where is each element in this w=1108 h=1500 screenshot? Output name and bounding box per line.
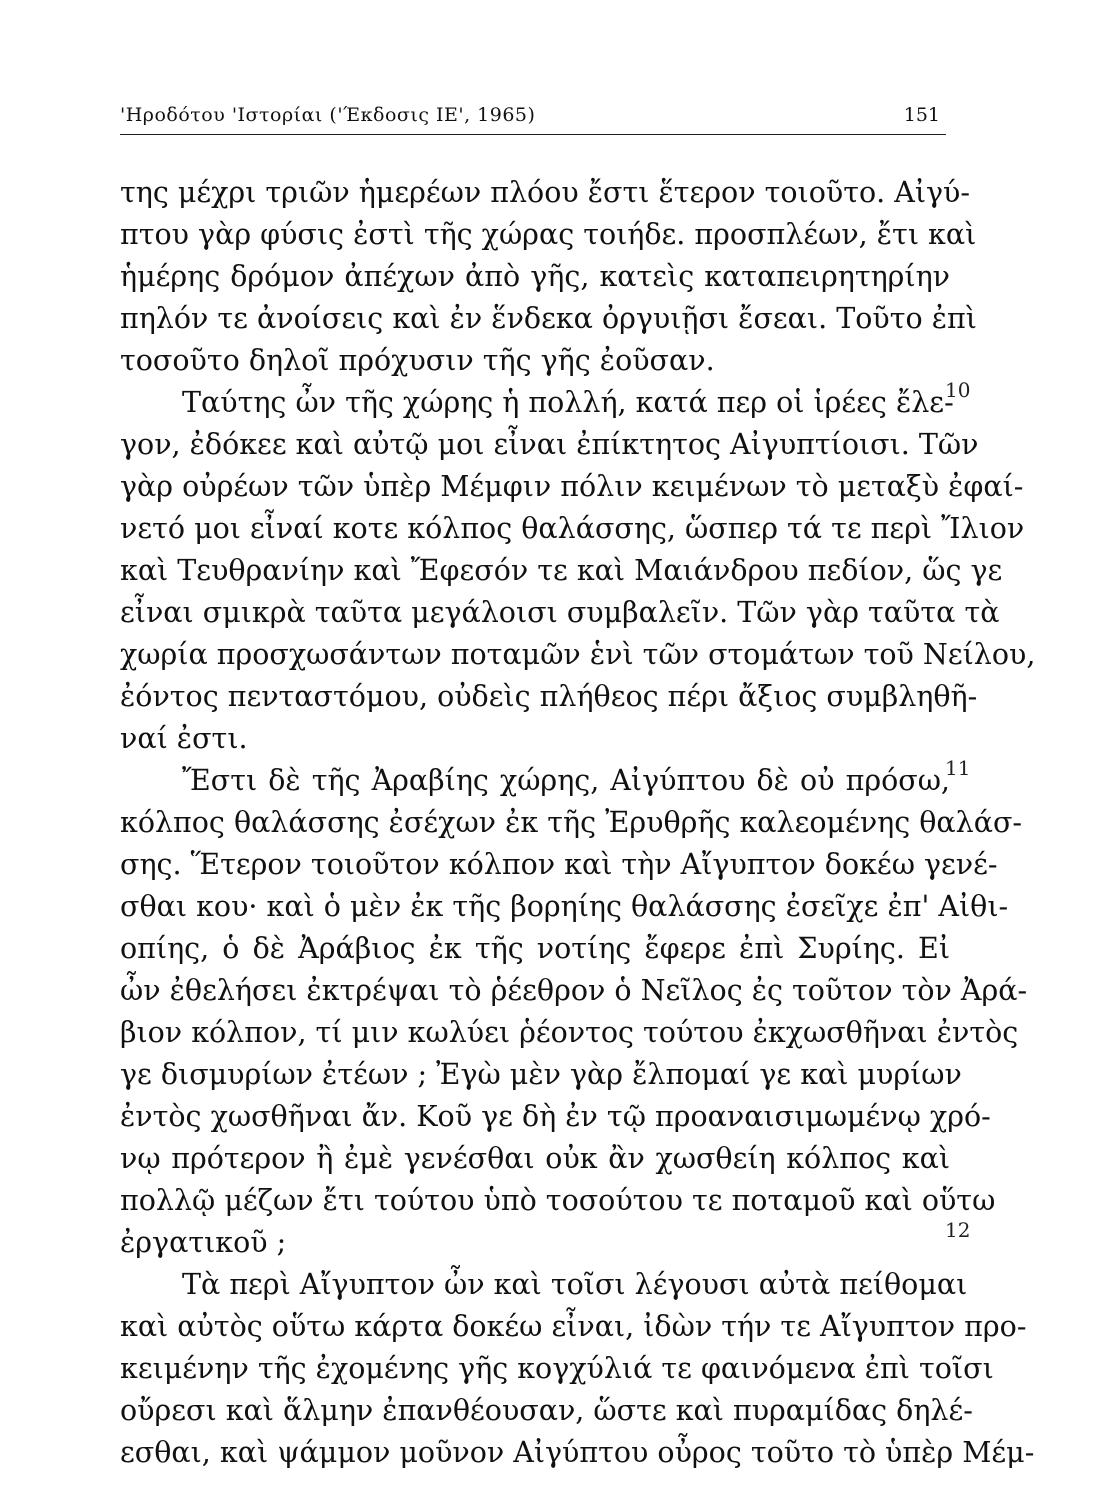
text-line: ἐντὸς χωσθῆναι ἄν. Κοῦ γε δὴ ἐν τῷ προαναισιμωμένῳ χρό- [120,1100,991,1133]
text-line: γε δισμυρίων ἐτέων ; Ἐγὼ μὲν γὰρ ἔλπομαί γε καὶ μυρίων [120,1058,962,1091]
text-line: κειμένην τῆς ἐχομένης γῆς κογχύλιά τε φαινόμενα ἐπὶ τοῖσι [120,1352,994,1385]
section-number: 11 [945,756,971,780]
section-number: 10 [945,378,971,402]
text-line: τοσοῦτο δηλοῖ πρόχυσιν τῆς γῆς ἐοῦσαν. [120,344,715,377]
text-line: εἶναι σμικρὰ ταῦτα μεγάλοισι συμβαλεῖν. Τῶν γὰρ ταῦτα τὰ [120,596,1000,629]
text-line: βιον κόλπον, τί μιν κωλύει ῥέοντος τούτου ἐκχωσθῆναι ἐντὸς [120,1016,1019,1049]
paragraph-start-line: Ἔστι δὲ τῆς Ἀραβίης χώρης, Αἰγύπτου δὲ οὐ πρόσω, [182,764,950,797]
text-line: νῳ πρότερον ἢ ἐμὲ γενέσθαι οὐκ ἂν χωσθείη κόλπος καὶ [120,1142,950,1175]
running-header [120,100,946,135]
text-line: πολλῷ μέζων ἔτι τούτου ὑπὸ τοσούτου τε ποταμοῦ καὶ οὕτω [120,1184,996,1217]
text-line: οὔρεσι καὶ ἅλμην ἐπανθέουσαν, ὥστε καὶ πυραμίδας δηλέ- [120,1394,973,1427]
text-line: πηλόν τε ἀνοίσεις καὶ ἐν ἕνδεκα ὀργυιῇσι ἔσεαι. Τοῦτο ἐπὶ [120,302,977,335]
header-title: 'Ηροδότου 'Ιστορίαι ('Έκδοσις ΙΕ', 1965) [120,104,536,126]
page-number: 151 [903,104,940,126]
paragraph-start-line: Τὰ περὶ Αἴγυπτον ὦν καὶ τοῖσι λέγουσι αὐτὰ πείθομαι [182,1268,968,1301]
text-line: καὶ Τευθρανίην καὶ Ἔφεσόν τε καὶ Μαιάνδρου πεδίον, ὥς γε [120,554,1003,587]
text-line: κόλπος θαλάσσης ἐσέχων ἐκ τῆς Ἐρυθρῆς καλεομένης θαλάσ- [120,806,1023,839]
text-line: σης. Ἕτερον τοιοῦτον κόλπον καὶ τὴν Αἴγυπτον δοκέω γενέ- [120,848,998,881]
text-line: οπίης, ὁ δὲ Ἀράβιος ἐκ τῆς νοτίης ἔφερε ἐπὶ Συρίης. Εἰ [120,932,950,965]
text-line: γον, ἐδόκεε καὶ αὐτῷ μοι εἶναι ἐπίκτητος Αἰγυπτίοισι. Τῶν [120,428,979,461]
text-line: ἐργατικοῦ ; [120,1226,287,1259]
text-line: γὰρ οὐρέων τῶν ὑπὲρ Μέμφιν πόλιν κειμένων τὸ μεταξὺ ἐφαί- [120,470,1024,503]
text-line: ναί ἐστι. [120,722,248,755]
paragraph-start-line: Ταύτης ὦν τῆς χώρης ἡ πολλή, κατά περ οἱ ἱρέες ἔλε- [182,386,954,419]
text-line: καὶ αὐτὸς οὕτω κάρτα δοκέω εἶναι, ἰδὼν τήν τε Αἴγυπτον προ- [120,1310,1027,1343]
text-line: εσθαι, καὶ ψάμμον μοῦνον Αἰγύπτου οὖρος τοῦτο τὸ ὑπὲρ Μέμ- [120,1436,1035,1469]
text-line: ἐόντος πενταστόμου, οὐδεὶς πλήθεος πέρι ἄξιος συμβληθῆ- [120,680,978,713]
text-line: νετό μοι εἶναί κοτε κόλπος θαλάσσης, ὥσπερ τά τε περὶ Ἴλιον [120,512,1025,545]
text-line: ὦν ἐθελήσει ἐκτρέψαι τὸ ῥέεθρον ὁ Νεῖλος ἐς τοῦτον τὸν Ἀρά- [120,974,1028,1007]
text-line: χωρία προσχωσάντων ποταμῶν ἑνὶ τῶν στομάτων τοῦ Νείλου, [120,638,1036,671]
section-number: 12 [945,1218,971,1242]
text-line: σθαι κου· καὶ ὁ μὲν ἐκ τῆς βορηίης θαλάσσης ἐσεῖχε ἐπ' Αἰθι- [120,890,1009,923]
text-line: πτου γὰρ φύσις ἐστὶ τῆς χώρας τοιήδε. προσπλέων, ἔτι καὶ [120,218,977,251]
text-line: της μέχρι τριῶν ἡμερέων πλόου ἔστι ἕτερον τοιοῦτο. Αἰγύ- [120,176,970,209]
text-line: ἡμέρης δρόμον ἀπέχων ἀπὸ γῆς, κατεὶς καταπειρητηρίην [120,260,950,293]
